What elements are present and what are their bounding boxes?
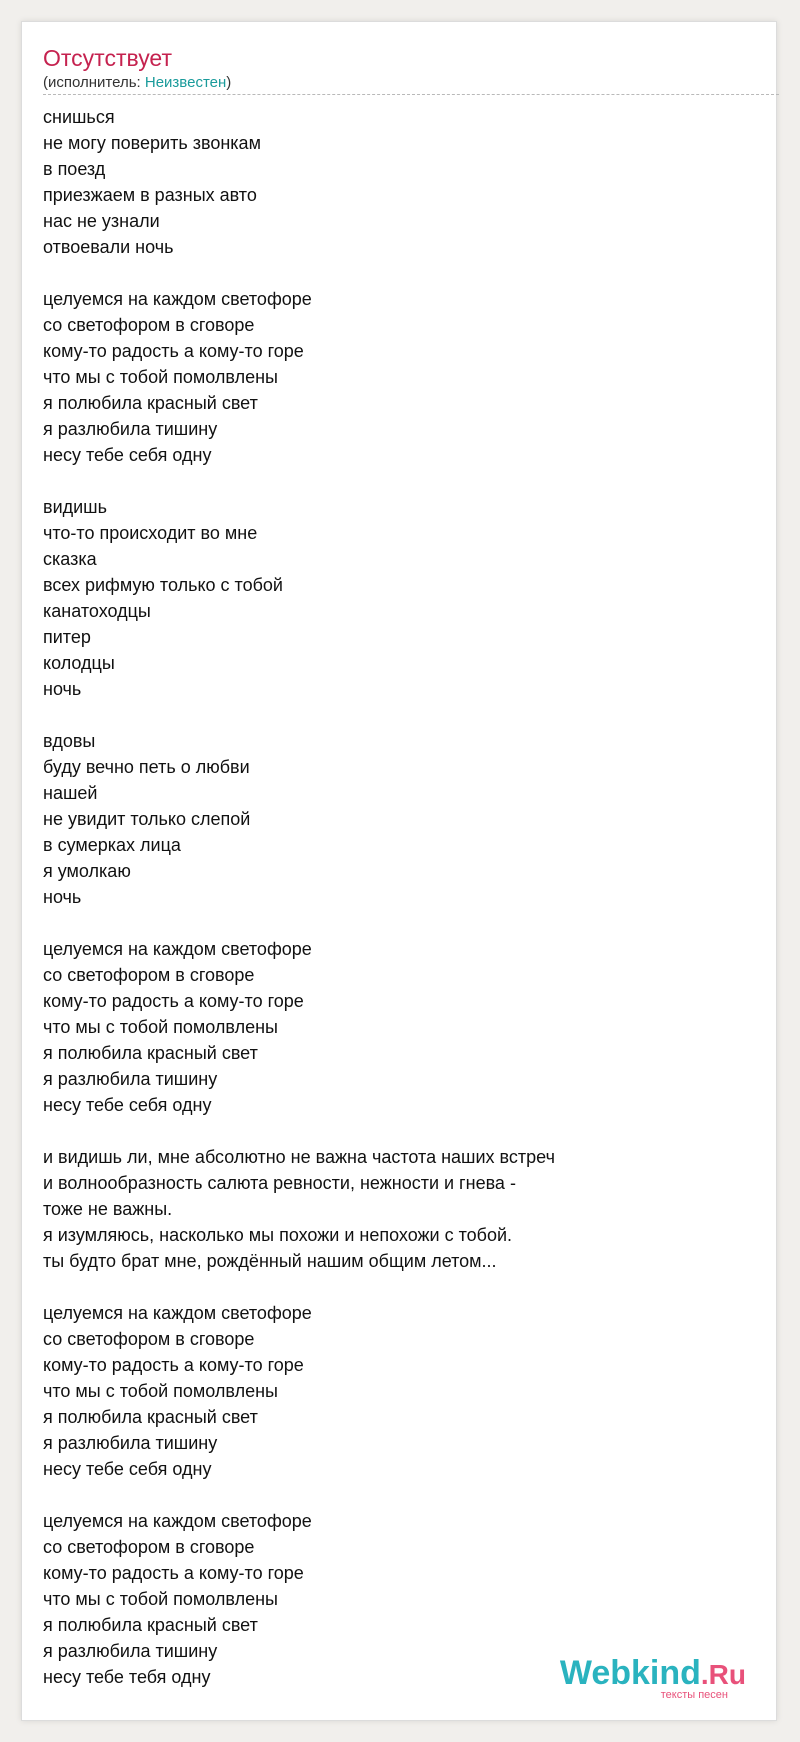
lyrics-line: не могу поверить звонкам	[43, 133, 261, 153]
lyrics-line: что мы с тобой помолвлены	[43, 1381, 278, 1401]
lyrics-line: со светофором в сговоре	[43, 1329, 255, 1349]
lyrics-line: сказка	[43, 549, 97, 569]
lyrics-line: снишься	[43, 107, 115, 127]
lyrics-stanza	[43, 1144, 763, 1274]
lyrics-line: ночь	[43, 887, 82, 907]
lyrics-line: я разлюбила тишину	[43, 1641, 218, 1661]
lyrics-line: кому-то радость а кому-то горе	[43, 1563, 304, 1583]
lyrics-line: нас не узнали	[43, 211, 160, 231]
lyrics-text	[43, 104, 763, 1690]
lyrics-line: приезжаем в разных авто	[43, 185, 257, 205]
lyrics-line: отвоевали ночь	[43, 237, 174, 257]
lyrics-line: кому-то радость а кому-то горе	[43, 991, 304, 1011]
lyrics-line: что-то происходит во мне	[43, 523, 258, 543]
lyrics-line: целуемся на каждом светофоре	[43, 1511, 312, 1531]
title-divider	[43, 94, 779, 95]
lyrics-line: в сумерках лица	[43, 835, 181, 855]
lyrics-line: я разлюбила тишину	[43, 1433, 218, 1453]
site-logo[interactable]	[526, 1654, 746, 1702]
lyrics-line: колодцы	[43, 653, 115, 673]
lyrics-line: что мы с тобой помолвлены	[43, 367, 278, 387]
lyrics-line: я изумляюсь, насколько мы похожи и непохожи с тобой.	[43, 1225, 513, 1245]
lyrics-stanza	[43, 286, 763, 468]
lyrics-line: ночь	[43, 679, 82, 699]
lyrics-line: всех рифмую только с тобой	[43, 575, 283, 595]
artist-suffix: )	[226, 74, 232, 91]
lyrics-line: целуемся на каждом светофоре	[43, 939, 312, 959]
lyrics-line: несу тебе тебя одну	[43, 1667, 211, 1687]
logo-tld: .Ru	[700, 1659, 746, 1690]
artist-line	[43, 73, 231, 93]
lyrics-line: я полюбила красный свет	[43, 1407, 258, 1427]
lyrics-line: вдовы	[43, 731, 96, 751]
lyrics-line: кому-то радость а кому-то горе	[43, 1355, 304, 1375]
lyrics-line: я умолкаю	[43, 861, 131, 881]
lyrics-line: ты будто брат мне, рождённый нашим общим летом...	[43, 1251, 497, 1271]
lyrics-line: в поезд	[43, 159, 106, 179]
lyrics-line: и видишь ли, мне абсолютно не важна частота наших встреч	[43, 1147, 555, 1167]
lyrics-line: целуемся на каждом светофоре	[43, 289, 312, 309]
logo-tagline: тексты песен	[660, 1689, 728, 1701]
lyrics-stanza	[43, 494, 763, 702]
lyrics-line: со светофором в сговоре	[43, 1537, 255, 1557]
lyrics-line: несу тебе себя одну	[43, 1459, 212, 1479]
lyrics-line: несу тебе себя одну	[43, 1095, 212, 1115]
lyrics-stanza	[43, 104, 763, 260]
lyrics-line: и волнообразность салюта ревности, нежности и гнева -	[43, 1173, 516, 1193]
lyrics-line: питер	[43, 627, 91, 647]
lyrics-line: я разлюбила тишину	[43, 419, 218, 439]
lyrics-line: я разлюбила тишину	[43, 1069, 218, 1089]
artist-prefix: (исполнитель:	[43, 74, 145, 91]
lyrics-stanza	[43, 728, 763, 910]
lyrics-line: что мы с тобой помолвлены	[43, 1017, 278, 1037]
logo-name: Webkind	[559, 1654, 701, 1692]
lyrics-line: я полюбила красный свет	[43, 393, 258, 413]
lyrics-line: нашей	[43, 783, 98, 803]
lyrics-line: видишь	[43, 497, 107, 517]
lyrics-stanza	[43, 936, 763, 1118]
lyrics-line: я полюбила красный свет	[43, 1615, 258, 1635]
lyrics-line: несу тебе себя одну	[43, 445, 212, 465]
lyrics-line: я полюбила красный свет	[43, 1043, 258, 1063]
lyrics-line: тоже не важны.	[43, 1199, 173, 1219]
lyrics-line: со светофором в сговоре	[43, 315, 255, 335]
logo-wordmark	[560, 1654, 746, 1694]
song-title: Отсутствует	[43, 45, 172, 71]
artist-link[interactable]: Неизвестен	[144, 74, 227, 91]
lyrics-line: целуемся на каждом светофоре	[43, 1303, 312, 1323]
lyrics-line: не увидит только слепой	[43, 809, 251, 829]
lyrics-line: кому-то радость а кому-то горе	[43, 341, 304, 361]
lyrics-line: что мы с тобой помолвлены	[43, 1589, 278, 1609]
lyrics-line: канатоходцы	[43, 601, 151, 621]
lyrics-line: буду вечно петь о любви	[43, 757, 250, 777]
lyrics-line: со светофором в сговоре	[43, 965, 255, 985]
song-card	[21, 21, 777, 1721]
lyrics-stanza	[43, 1300, 763, 1482]
